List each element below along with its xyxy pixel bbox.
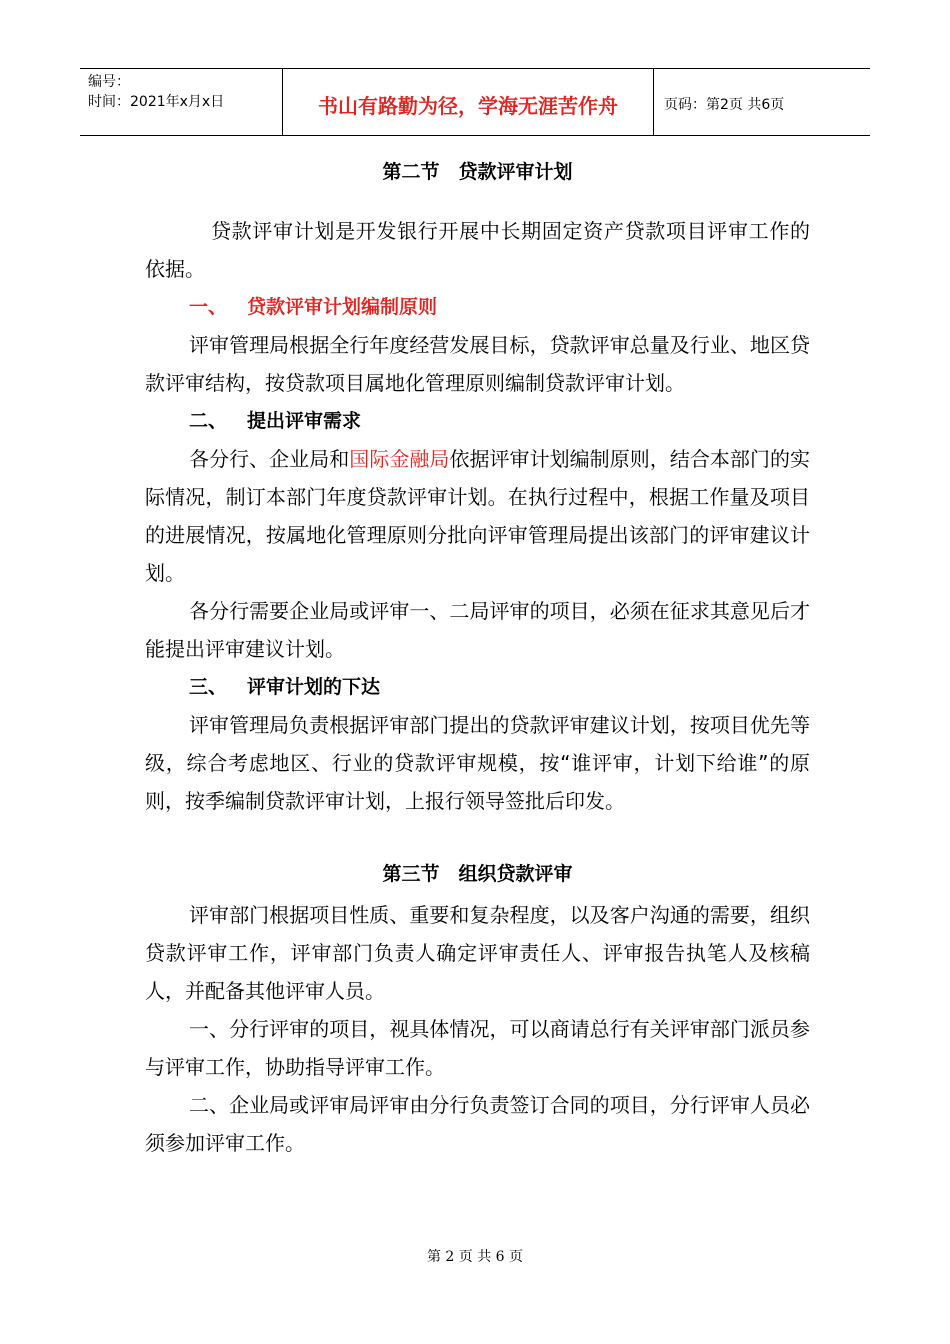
subsection-3-number: 三、 [189,676,228,698]
page-header [80,68,870,136]
subsection-3-text: 评审管理局负责根据评审部门提出的贷款评审建议计划，按项目优先等级，综合考虑地区、行业的贷款评审规模，按“谁评审，计划下给谁”的原则，按季编制贷款评审计划，上报行领导签批后印发。 [145,713,810,813]
section-3-paragraph-3: 二、企业局或评审局评审由分行负责签订合同的项目，分行评审人员必须参加评审工作。 [145,1093,810,1155]
subsection-2-title: 提出评审需求 [247,410,362,432]
header-page-info: 页码：第2页 共6页 [664,97,785,113]
subsection-2-text-2: 各分行需要企业局或评审一、二局评审的项目，必须在征求其意见后才能提出评审建议计划。 [145,599,810,661]
section-3-title: 第三节 组织贷款评审 [382,863,573,885]
page-footer: 第 2 页 共 6 页 [426,1249,524,1265]
subsection-1-number: 一、 [189,296,228,318]
subsection-1-heading [145,288,810,326]
document-time-label: 时间：2021年x月x日 [88,94,225,110]
section-2-title: 第二节 贷款评审计划 [382,161,573,183]
subsection-2-number: 二、 [189,410,228,432]
subsection-2-text-start: 各分行、企业局和 [189,447,350,471]
document-number-label: 编号： [88,74,130,90]
subsection-3-title: 评审计划的下达 [247,676,381,698]
subsection-2-text [145,440,810,592]
subsection-1-title: 贷款评审计划编制原则 [247,296,438,318]
subsection-2-text-end: 依据评审计划编制原则，结合本部门的实际情况，制订本部门年度贷款评审计划。在执行过程中，根据工作量及项目的进展情况，按属地化管理原则分批向评审管理局提出该部门的评审建议计划。 [145,447,811,585]
section-3-paragraph-2: 一、分行评审的项目，视具体情况，可以商请总行有关评审部门派员参与评审工作，协助指导评审工作。 [145,1017,810,1079]
subsection-1-text: 评审管理局根据全行年度经营发展目标，贷款评审总量及行业、地区贷款评审结构，按贷款项目属地化管理原则编制贷款评审计划。 [145,333,810,395]
document-body [145,150,810,1162]
subsection-2-heading [145,402,810,440]
section-3-paragraph-1: 评审部门根据项目性质、重要和复杂程度，以及客户沟通的需要，组织贷款评审工作，评审部门负责人确定评审责任人、评审报告执笔人及核稿人，并配备其他评审人员。 [145,903,810,1003]
section-gap [145,820,810,852]
highlighted-org-name: 国际金融局 [349,447,450,471]
header-meta [80,69,282,135]
header-motto: 书山有路勤为径，学海无涯苦作舟 [282,69,654,135]
section-2-intro: 贷款评审计划是开发银行开展中长期固定资产贷款项目评审工作的依据。 [145,219,810,281]
subsection-3-heading [145,668,810,706]
